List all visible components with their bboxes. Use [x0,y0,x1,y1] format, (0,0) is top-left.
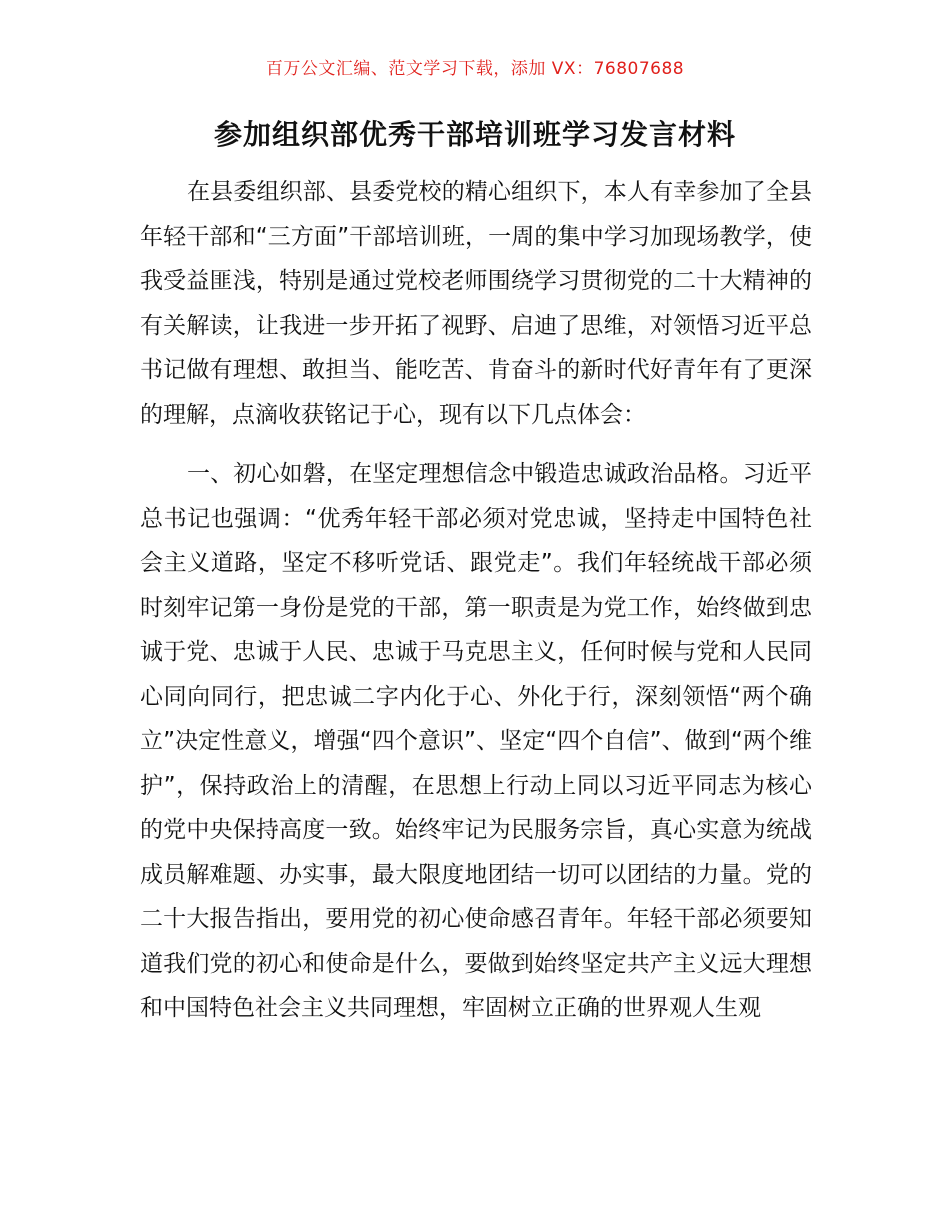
page-title: 参加组织部优秀干部培训班学习发言材料 [213,118,736,151]
paragraph-section-1: 一、初心如磐，在坚定理想信念中锻造忠诚政治品格。习近平总书记也强调：“优秀年轻干部必须对党忠诚，坚持走中国特色社会主义道路，坚定不移听党话、跟党走”。我们年轻统战干部必须时刻牢记第一身份是党的干部，第一职责是为党工作，始终做到忠诚于党、忠诚于人民、忠诚于马克思主义，任何时候与党和人民同心同向同行，把忠诚二字内化于心、外化于行，深刻领悟“两个确立”决定性意义，增强“四个意识”、坚定“四个自信”、做到“两个维护”，保持政治上的清醒，在思想上行动上同以习近平同志为核心的党中央保持高度一致。始终牢记为民服务宗旨，真心实意为统战成员解难题、办实事，最大限度地团结一切可以团结的力量。党的二十大报告指出，要用党的初心使命感召青年。年轻干部必须要知道我们党的初心和使命是什么，要做到始终坚定共产主义远大理想和中国特色社会主义共同理想，牢固树立正确的世界观人生观 [140,461,812,1021]
paragraph-intro: 在县委组织部、县委党校的精心组织下，本人有幸参加了全县年轻干部和“三方面”干部培训班，一周的集中学习加现场教学，使我受益匪浅，特别是通过党校老师围绕学习贯彻党的二十大精神的有关解读，让我进一步开拓了视野、启迪了思维，对领悟习近平总书记做有理想、敢担当、能吃苦、肯奋斗的新时代好青年有了更深的理解，点滴收获铭记于心，现有以下几点体会： [140,179,812,428]
document-body [140,170,812,1031]
header-note: 百万公文汇编、范文学习下载，添加 VX：76807688 [265,59,685,79]
